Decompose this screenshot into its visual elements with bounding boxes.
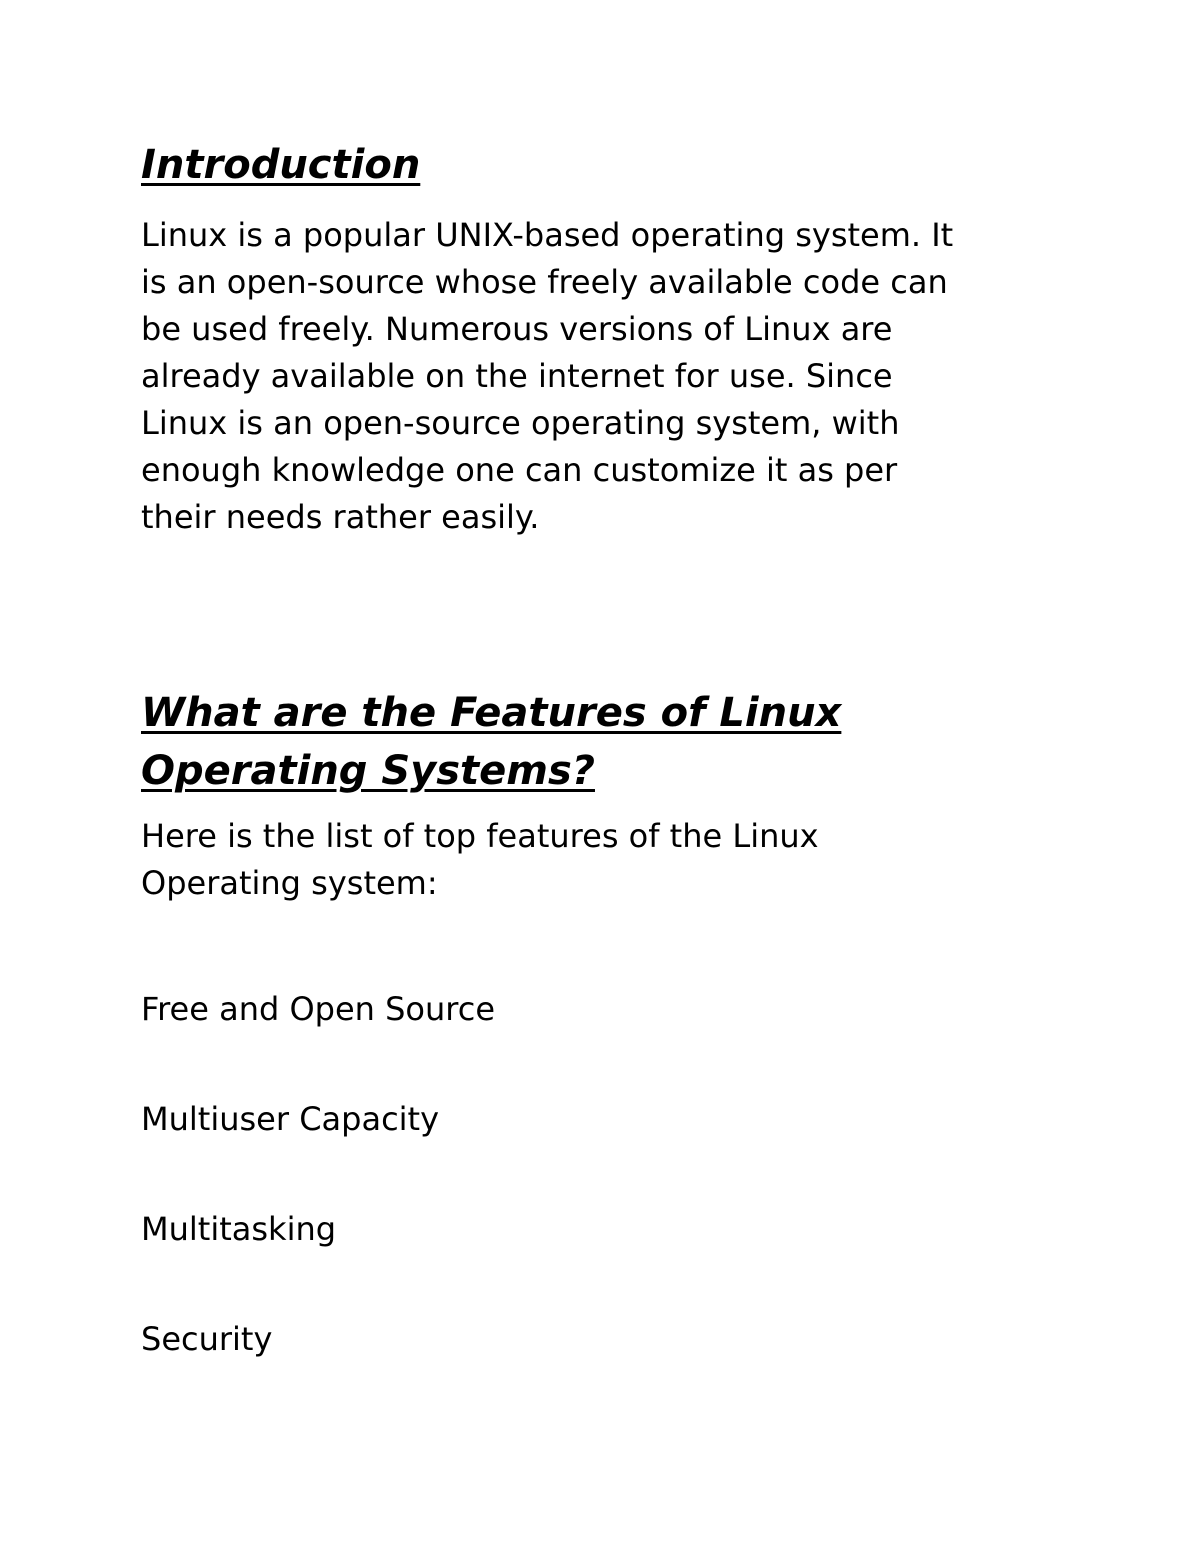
- feature-item: Free and Open Source: [141, 990, 495, 1028]
- features-heading: What are the Features of Linux Operating Systems?: [141, 690, 842, 794]
- feature-item: Security: [141, 1320, 273, 1358]
- features-intro: Here is the list of top features of the Linux Operating system:: [141, 817, 819, 902]
- intro-heading: Introduction: [141, 142, 421, 188]
- feature-item: Multitasking: [141, 1210, 337, 1248]
- intro-paragraph: Linux is a popular UNIX-based operating system. It is an open-source whose freely available code can be used freely. Numerous versions of Linux are already available on the internet for use. Since Linux is an open-source operating system, with enough knowledge one can customize it as per their needs rather easily.: [141, 216, 954, 536]
- feature-item: Multiuser Capacity: [141, 1100, 440, 1138]
